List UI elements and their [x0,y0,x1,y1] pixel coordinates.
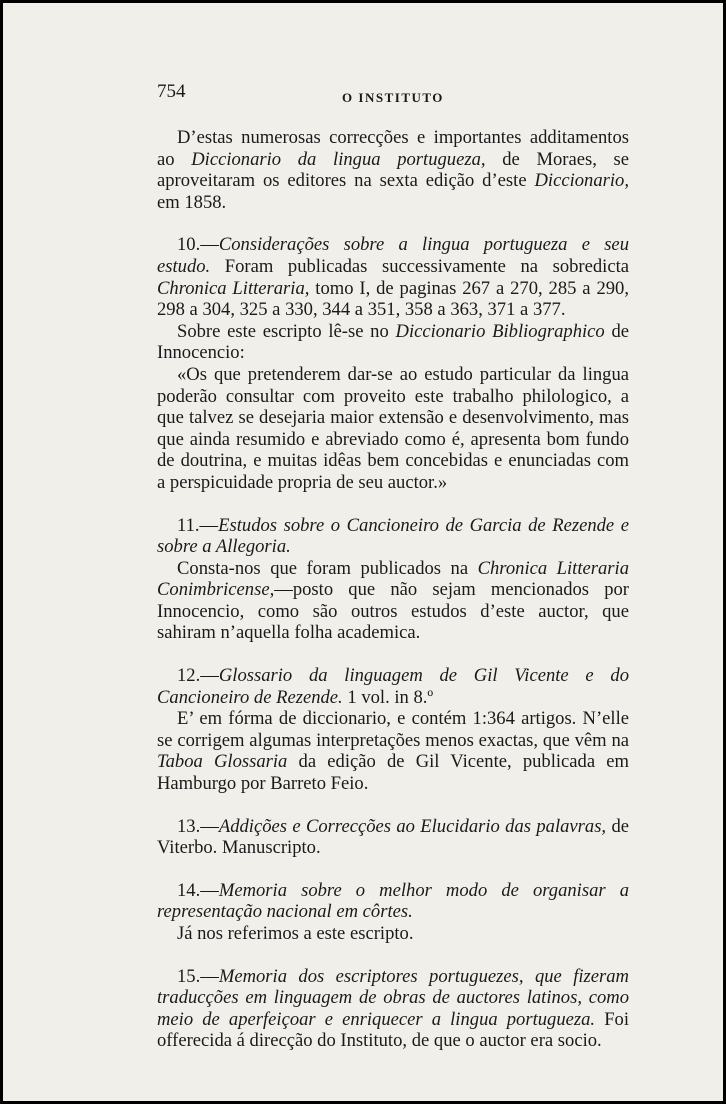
entry-11 [157,515,629,558]
entry-title: Memoria sobre o melhor modo de organisar a representação nacional em côrtes. [157,879,629,923]
entry-number: 13.— [177,815,219,837]
entry-10-quote: «Os que pretenderem dar-se ao estudo particular da lingua poderão consultar com proveito este trabalho philologico, a que talvez se desejaria maior extensão e desenvolvimento, mas que ainda resumido e abreviado como é, apresenta bom fundo de doutrina, e muitas idêas bem concebidas e enunciadas com a perspicuidade propria de seu auctor.» [157,363,629,493]
entry-number: 14.— [177,879,219,901]
entry-number: 15.— [177,965,219,987]
running-header [157,81,629,109]
running-title: O INSTITUTO [342,90,444,105]
entry-14 [157,880,629,923]
entry-11-note: Consta-nos que foram publicados na Chronica Litteraria Conimbricense,—posto que não sejam mencionados por Innocencio, como são outros estudos d’este auctor, que sahiram n’aquella folha academica. [157,557,630,644]
entry-12: 12.—Glossario da linguagem de Gil Vicente e do Cancioneiro de Rezende. 1 vol. in 8.º [157,665,629,708]
page-number: 754 [157,81,186,102]
entry-number: 12.— [177,665,219,687]
entry-number: 10.— [177,234,219,256]
entry-title: Addições e Correcções ao Elucidario das palavras, [218,815,607,837]
entry-title: Memoria dos escriptores portuguezes, que fizeram traducções em linguagem de obras de auctores latinos, como meio de aperfeiçoar e enriquecer a lingua portugueza. [157,965,629,1030]
entry-title: Glossario da linguagem de Gil Vicente e do Cancioneiro de Rezende. [157,665,629,708]
entry-15: 15.—Memoria dos escriptores portuguezes, que fizeram traducções em linguagem de obras de auctores latinos, como meio de aperfeiçoar e enriquecer a lingua portugueza. Foi offerecida á direcção do Instituto, de que o auctor era socio. [157,965,629,1052]
entry-14-note: Já nos referimos a este escripto. [177,923,414,944]
book-page [157,81,629,1052]
entry-title: Considerações sobre a lingua portugueza e seu estudo. [157,234,629,277]
intro-paragraph: D’estas numerosas correcções e importantes additamentos ao Diccionario da lingua portugueza, de Moraes, se aproveitaram os editores na sexta edição d’este Diccionario, em 1858. [157,127,630,213]
entry-10-note: Sobre este escripto lê-se no Diccionario Bibliographico de Innocencio: [157,320,630,364]
entry-13: 13.—Addições e Correcções ao Elucidario das palavras, de Viterbo. Manuscripto. [157,815,629,859]
entry-10: 10.—Considerações sobre a lingua portugueza e seu estudo. Foram publicadas successivamente na sobredicta Chronica Litteraria, tomo I, de paginas 267 a 270, 285 a 290, 298 a 304, 325 a 330, 344 a 351, 358 a 363, 371 a 377. [157,234,629,321]
entry-title: Estudos sobre o Cancioneiro de Garcia de Rezende e sobre a Allegoria. [157,514,629,558]
entry-12-note: E’ em fórma de diccionario, e contém 1:364 artigos. N’elle se corrigem algumas interpretações menos exactas, que vêm na Taboa Glossaria da edição de Gil Vicente, publicada em Hamburgo por Barreto Feio. [157,708,629,795]
entry-number: 11.— [177,514,219,536]
